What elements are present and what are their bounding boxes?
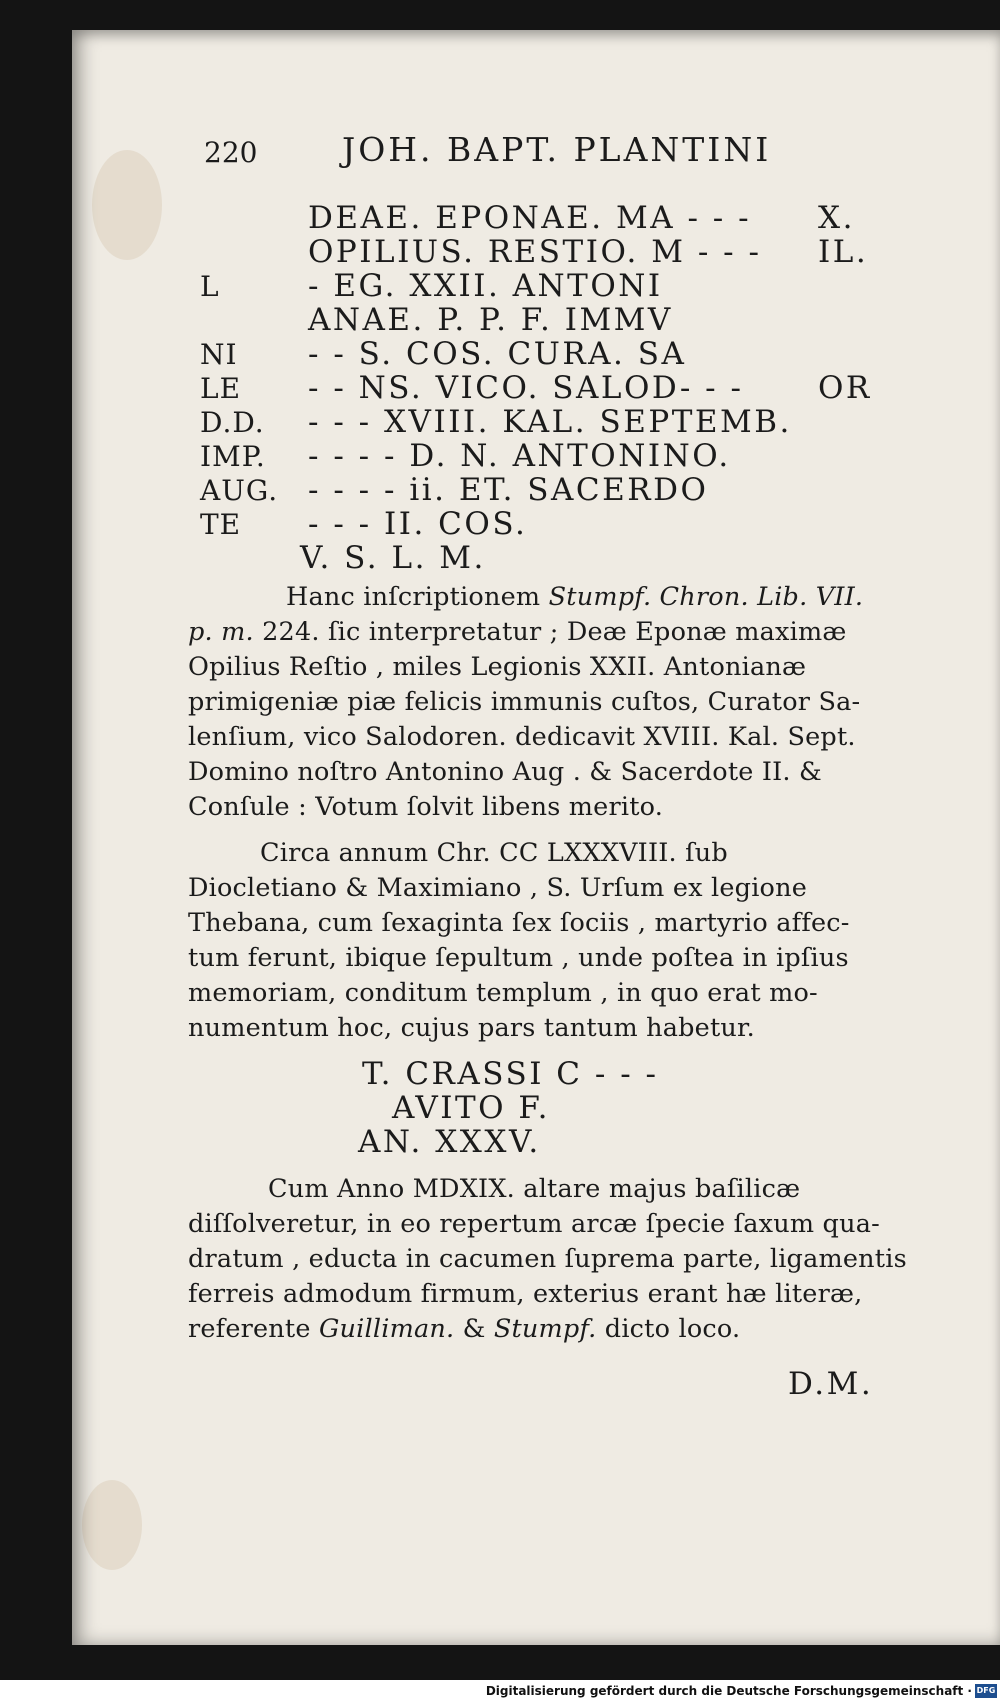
text-line: dratum , educta in cacumen ſuprema parte, ligamentis <box>188 1244 907 1274</box>
inscription-line: ANAE. P. P. F. IMMV <box>308 302 673 338</box>
text-line: Hanc inſcriptionem Stumpf. Chron. Lib. VII. <box>286 582 864 612</box>
inscription-line: - - - - ii. ET. SACERDO <box>308 472 709 508</box>
inscription-line: AVITO F. <box>392 1090 550 1126</box>
citation: p. m. <box>188 617 254 647</box>
inscription-line: V. S. L. M. <box>300 540 486 576</box>
text-line: Domino noſtro Antonino Aug . & Sacerdote II. & <box>188 757 822 787</box>
book-page <box>72 30 1000 1645</box>
citation: Stumpf. <box>493 1314 597 1344</box>
inscription-line: - - S. COS. CURA. SA <box>308 336 687 372</box>
inscription-line: DEAE. EPONAE. MA - - - <box>308 200 752 236</box>
inscription-left-fragment: IMP. <box>200 440 266 473</box>
citation: Stumpf. Chron. Lib. VII. <box>548 582 864 612</box>
inscription-line: AN. XXXV. <box>358 1124 541 1160</box>
inscription-right-fragment: OR <box>818 370 872 406</box>
inscription-left-fragment: L <box>200 270 220 303</box>
text-line: p. m. 224. ſic interpretatur ; Deæ Eponæ maximæ <box>188 617 847 647</box>
inscription-right-fragment: IL. <box>818 234 869 270</box>
text-line: Circa annum Chr. CC LXXXVIII. ſub <box>260 838 728 868</box>
inscription-line: - - - II. COS. <box>308 506 528 542</box>
inscription-left-fragment: AUG. <box>200 474 279 507</box>
text-line: ferreis admodum firmum, exterius erant hæ literæ, <box>188 1279 863 1309</box>
text-line: Opilius Reſtio , miles Legionis XXII. Antonianæ <box>188 652 807 682</box>
text-line: Conſule : Votum ſolvit libens merito. <box>188 792 664 822</box>
inscription-left-fragment: D.D. <box>200 406 265 439</box>
text-line: lenſium, vico Salodoren. dedicavit XVIII. Kal. Sept. <box>188 722 856 752</box>
text-line: referente Guilliman. & Stumpf. dicto loco. <box>188 1314 741 1344</box>
inscription-line: T. CRASSI C - - - <box>362 1056 659 1092</box>
catchword: D.M. <box>788 1366 874 1402</box>
citation: Guilliman. <box>318 1314 455 1344</box>
text-line: Thebana, cum ſexaginta ſex ſociis , martyrio affec- <box>188 908 850 938</box>
paper-stain <box>92 150 162 260</box>
inscription-line: - - - - D. N. ANTONINO. <box>308 438 731 474</box>
text-line: numentum hoc, cujus pars tantum habetur. <box>188 1013 755 1043</box>
page-number: 220 <box>204 136 258 169</box>
text-line: Diocletiano & Maximiano , S. Urſum ex legione <box>188 873 808 903</box>
dfg-logo: DFG <box>975 1684 997 1698</box>
running-title: JOH. BAPT. PLANTINI <box>342 130 772 169</box>
inscription-left-fragment: TE <box>200 508 242 541</box>
text-line: tum ferunt, ibique ſepultum , unde poſtea in ipſius <box>188 943 849 973</box>
paper-stain <box>82 1480 142 1570</box>
inscription-line: - - - XVIII. KAL. SEPTEMB. <box>308 404 792 440</box>
digitization-banner <box>0 1680 1000 1704</box>
text-line: memoriam, conditum templum , in quo erat mo- <box>188 978 818 1008</box>
inscription-line: OPILIUS. RESTIO. M - - - <box>308 234 762 270</box>
funding-notice: Digitalisierung gefördert durch die Deutsche Forschungsgemeinschaft · <box>485 1684 972 1698</box>
inscription-line: - - NS. VICO. SALOD- - - <box>308 370 744 406</box>
text-line: Cum Anno MDXIX. altare majus baſilicæ <box>268 1174 801 1204</box>
inscription-right-fragment: X. <box>818 200 855 236</box>
text-line: primigeniæ piæ felicis immunis cuſtos, Curator Sa- <box>188 687 861 717</box>
inscription-left-fragment: NI <box>200 338 238 371</box>
inscription-left-fragment: LE <box>200 372 242 405</box>
inscription-line: - EG. XXII. ANTONI <box>308 268 663 304</box>
text-line: diſſolveretur, in eo repertum arcæ ſpecie ſaxum qua- <box>188 1209 880 1239</box>
